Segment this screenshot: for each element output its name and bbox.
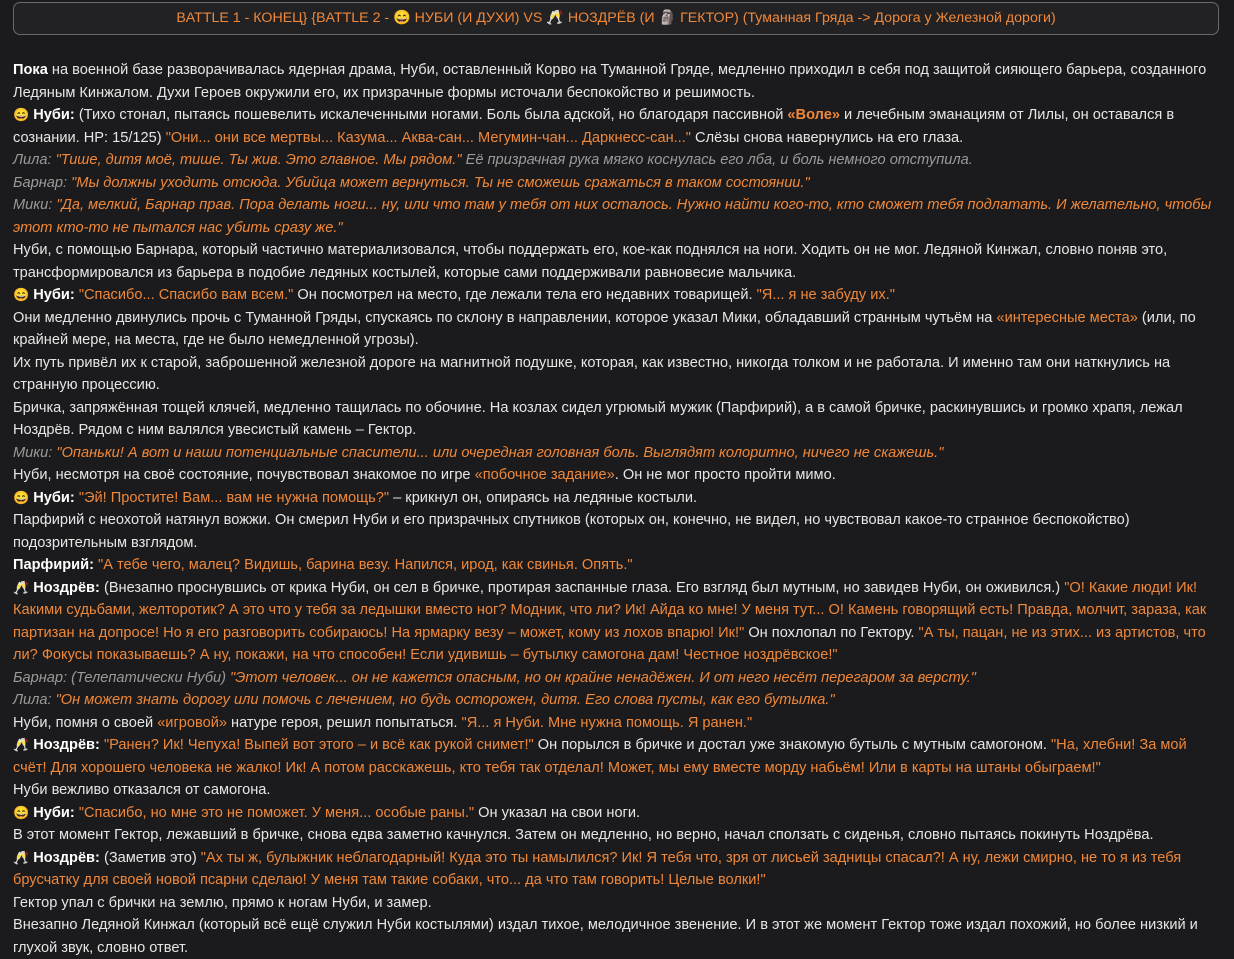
- story-line: 🥂 Ноздрёв: (Внезапно проснувшись от крика Нуби, он сел в бричке, протирая заспанные глаза. Его взгляд был мутным, но завидев Нуби, он оживился.) "О! Какие люди! Ик! Какими судьбами, желторотик? А это что у тебя за ледышки вместо ног? Модник, что ли? Ик! Айда ко мне! У меня тут... О! Камень говорящий есть! Правда, молчит, зараза, как партизан на допросе! Но я его разговорить собираюсь! На ярмарку везу – может, кому из лохов впарю! Ик!" Он похлопал по Гектору. "А ты, пацан, не из этих... из артистов, что ли? Фокусы показываешь? А ну, покажи, на что способен! Если удивишь – бутылку самогона дам! Честное ноздрёвское!": [13, 579, 1207, 663]
- story-line: Мики: "Да, мелкий, Барнар прав. Пора делать ноги... ну, или что там у тебя от них осталось. Нужно найти кого-то, кто сможет тебя подлатать. И желательно, чтобы этот кто-то не пытался нас убить сразу же.": [13, 197, 1212, 236]
- story-line: 😄 Нуби: "Спасибо... Спасибо вам всем." Он посмотрел на место, где лежали тела его недавних товарищей. "Я... я не забуду их.": [13, 287, 895, 303]
- story-line: 🥂 Ноздрёв: (Заметив это) "Ах ты ж, булыжник неблагодарный! Куда это ты намылился? Ик! Я тебя что, зря от лисьей задницы спасал?! А ну, лежи смирно, не то я из тебя брусчатку для своей новой псарни сделаю! У меня там такие собаки, что... да что там говорить! Целые волки!": [13, 849, 1182, 888]
- story-line: Барнар: (Телепатически Нуби) "Этот человек... он не кажется опасным, но он крайне ненадёжен. И от него несёт перегаром за версту.": [13, 669, 976, 686]
- grin-emoji-icon: 😄: [13, 804, 30, 820]
- story-line: В этот момент Гектор, лежавший в бричке, снова едва заметно качнулся. Затем он медленно, но верно, начал сползать с сиденья, словно пытаясь покинуть Ноздрёва.: [13, 827, 1154, 843]
- battle-header: BATTLE 1 - КОНЕЦ} {BATTLE 2 - 😄 НУБИ (И ДУХИ) VS 🥂 НОЗДРЁВ (И 🗿 ГЕКТОР) (Туманная Гряда -> Дорога у Железной дороги): [13, 2, 1219, 35]
- story-line: Лила: "Он может знать дорогу или помочь с лечением, но будь осторожен, дитя. Его слова пусты, как его бутылка.": [13, 692, 835, 708]
- story-line: 😄 Нуби: "Эй! Простите! Вам... вам не нужна помощь?" – крикнул он, опираясь на ледяные костыли.: [13, 489, 698, 506]
- grin-emoji-icon: 😄: [13, 287, 30, 302]
- story-line: Нуби, помня о своей «игровой» натуре героя, решил попытаться. "Я... я Нуби. Мне нужна помощь. Я ранен.": [13, 714, 753, 731]
- story-line: Они медленно двинулись прочь с Туманной Гряды, спускаясь по склону в направлении, которое указал Мики, обладавший странным чутьём на «интересные места» (или, по крайней мере, на места, где не было немедленной угрозы).: [13, 309, 1196, 348]
- story-line: Бричка, запряжённая тощей клячей, медленно тащилась по обочине. На козлах сидел угрюмый мужик (Парфирий), а в самой бричке, раскинувшись и громко храпя, лежал Ноздрёв. Рядом с ним валялся увесистый камень – Гектор.: [13, 399, 1183, 438]
- story-line: Пока на военной базе разворачивалась ядерная драма, Нуби, оставленный Корво на Туманной Гряде, медленно приходил в себя под защитой сияющего барьера, созданного Ледяным Кинжалом. Духи Героев окружили его, их призрачные формы источали беспокойство и решимость.: [13, 62, 1207, 101]
- story-line: Парфирий с неохотой натянул вожжи. Он смерил Нуби и его призрачных спутников (которых он, конечно, не видел, но чувствовал какое-то странное беспокойство) подозрительным взглядом.: [13, 512, 1130, 551]
- story-line: Барнар: "Мы должны уходить отсюда. Убийца может вернуться. Ты не сможешь сражаться в таком состоянии.": [13, 174, 810, 191]
- grin-emoji-icon: 😄: [13, 107, 30, 122]
- story-line: Нуби, с помощью Барнара, который частично материализовался, чтобы поддержать его, кое-как поднялся на ноги. Ходить он не мог. Ледяной Кинжал, словно поняв это, трансформировался из барьера в подобие ледяных костылей, которые сами поддерживали равновесие мальчика.: [13, 242, 1168, 281]
- grin-emoji-icon: 😄: [13, 489, 30, 505]
- champagne-emoji-icon: 🥂: [13, 849, 30, 865]
- champagne-emoji-icon: 🥂: [13, 579, 30, 595]
- story-line: Нуби вежливо отказался от самогона.: [13, 782, 271, 798]
- story-line: Нуби, несмотря на своё состояние, почувствовал знакомое по игре «побочное задание». Он не мог просто пройти мимо.: [13, 467, 836, 483]
- story-line: Внезапно Ледяной Кинжал (который всё ещё служил Нуби костылями) издал тихое, мелодичное звенение. И в этот же момент Гектор тоже издал похожий, но более низкий и глухой звук, словно ответ.: [13, 917, 1198, 956]
- story-line: Их путь привёл их к старой, заброшенной железной дороге на магнитной подушке, которая, как известно, никогда толком и не работала. И именно там они наткнулись на странную процессию.: [13, 354, 1171, 393]
- champagne-emoji-icon: 🥂: [13, 737, 30, 752]
- story-line: 😄 Нуби: "Спасибо, но мне это не поможет. У меня... особые раны." Он указал на свои ноги.: [13, 804, 641, 821]
- story-line: Гектор упал с брички на землю, прямо к ногам Нуби, и замер.: [13, 894, 432, 911]
- story-line: Мики: "Опаньки! А вот и наши потенциальные спасители... или очередная головная боль. Выглядят колоритно, ничего не скажешь.": [13, 444, 944, 461]
- story-content: [13, 59, 1223, 959]
- story-line: 🥂 Ноздрёв: "Ранен? Ик! Чепуха! Выпей вот этого – и всё как рукой снимет!" Он порылся в бричке и достал уже знакомую бутыль с мутным самогоном. "На, хлебни! За мой счёт! Для хорошего человека не жалко! Ик! А потом расскажешь, кто тебя так отделал! Может, мы ему вместе морду набьём! Или в карты на штаны обыграем!": [13, 737, 1187, 776]
- story-line: Парфирий: "А тебе чего, малец? Видишь, барина везу. Напился, ирод, как свинья. Опять.": [13, 557, 633, 573]
- story-line: Лила: "Тише, дитя моё, тише. Ты жив. Это главное. Мы рядом." Её призрачная рука мягко коснулась его лба, и боль немного отступила.: [13, 152, 973, 168]
- story-line: 😄 Нуби: (Тихо стонал, пытаясь пошевелить искалеченными ногами. Боль была адской, но благодаря пассивной «Воле» и лечебным эманациям от Лилы, он оставался в сознании. HP: 15/125) "Они... они все мертвы... Казума... Аква-сан... Мегумин-чан... Даркнесс-сан..." Слёзы снова навернулись на его глаза.: [13, 107, 1175, 146]
